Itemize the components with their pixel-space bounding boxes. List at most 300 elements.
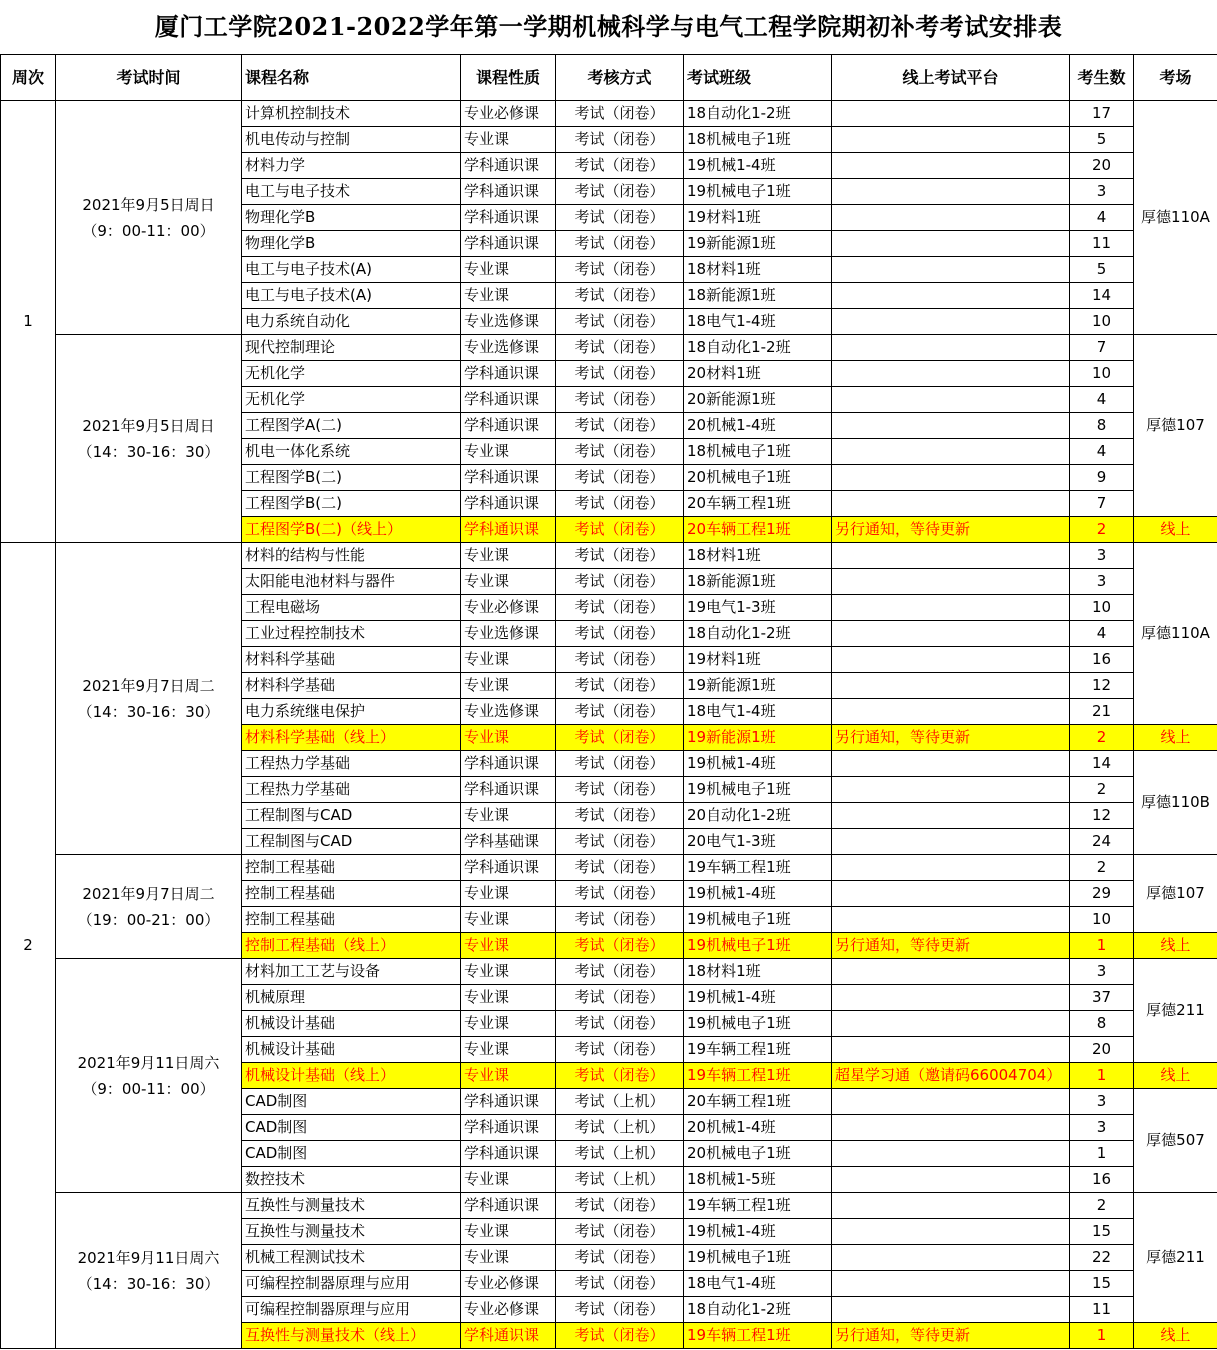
exam-class-cell: 18电气1-4班 [684, 699, 832, 725]
course-nature-cell: 专业课 [461, 1219, 556, 1245]
course-nature-cell: 学科通识课 [461, 517, 556, 543]
course-nature-cell: 学科通识课 [461, 491, 556, 517]
exam-class-cell: 19新能源1班 [684, 231, 832, 257]
course-nature-cell: 专业课 [461, 959, 556, 985]
exam-class-cell: 18材料1班 [684, 959, 832, 985]
course-nature-cell: 学科通识课 [461, 751, 556, 777]
exam-room-cell: 厚德507 [1134, 1089, 1217, 1193]
exam-room-cell: 线上 [1134, 517, 1217, 543]
course-nature-cell: 专业必修课 [461, 101, 556, 127]
student-count-cell: 1 [1070, 1063, 1134, 1089]
student-count-cell: 10 [1070, 907, 1134, 933]
online-platform-cell [832, 803, 1070, 829]
exam-class-cell: 19机械1-4班 [684, 881, 832, 907]
assessment-method-cell: 考试（闭卷） [556, 335, 684, 361]
course-name-cell: 互换性与测量技术（线上） [242, 1323, 461, 1349]
student-count-cell: 12 [1070, 673, 1134, 699]
exam-class-cell: 18机械电子1班 [684, 439, 832, 465]
exam-class-cell: 20机械1-4班 [684, 1115, 832, 1141]
exam-class-cell: 19机械电子1班 [684, 777, 832, 803]
course-name-cell: 物理化学B [242, 231, 461, 257]
exam-class-cell: 19新能源1班 [684, 725, 832, 751]
assessment-method-cell: 考试（闭卷） [556, 803, 684, 829]
exam-schedule-table [0, 54, 1217, 1349]
assessment-method-cell: 考试（闭卷） [556, 699, 684, 725]
exam-class-cell: 18自动化1-2班 [684, 621, 832, 647]
course-nature-cell: 学科通识课 [461, 231, 556, 257]
exam-class-cell: 20新能源1班 [684, 387, 832, 413]
online-platform-cell [832, 1271, 1070, 1297]
exam-class-cell: 18新能源1班 [684, 569, 832, 595]
course-name-cell: 电工与电子技术 [242, 179, 461, 205]
assessment-method-cell: 考试（闭卷） [556, 439, 684, 465]
course-name-cell: 互换性与测量技术 [242, 1193, 461, 1219]
online-platform-cell [832, 387, 1070, 413]
student-count-cell: 15 [1070, 1271, 1134, 1297]
course-name-cell: 工程图学B(二)（线上） [242, 517, 461, 543]
header-exam-time: 考试时间 [56, 55, 242, 101]
student-count-cell: 4 [1070, 439, 1134, 465]
exam-class-cell: 19车辆工程1班 [684, 1037, 832, 1063]
course-nature-cell: 学科通识课 [461, 153, 556, 179]
course-nature-cell: 专业课 [461, 907, 556, 933]
student-count-cell: 20 [1070, 153, 1134, 179]
course-nature-cell: 学科通识课 [461, 1323, 556, 1349]
assessment-method-cell: 考试（闭卷） [556, 1271, 684, 1297]
course-nature-cell: 学科基础课 [461, 829, 556, 855]
header-student-count: 考生数 [1070, 55, 1134, 101]
course-name-cell: 机械设计基础（线上） [242, 1063, 461, 1089]
exam-room-cell: 厚德107 [1134, 855, 1217, 933]
header-row [1, 55, 1217, 101]
exam-room-cell: 厚德110A [1134, 101, 1217, 335]
online-platform-cell [832, 569, 1070, 595]
header-exam-room: 考场 [1134, 55, 1217, 101]
online-platform-cell [832, 777, 1070, 803]
exam-class-cell: 19机械电子1班 [684, 1011, 832, 1037]
course-name-cell: CAD制图 [242, 1115, 461, 1141]
student-count-cell: 16 [1070, 647, 1134, 673]
online-platform-cell [832, 127, 1070, 153]
course-name-cell: 材料科学基础 [242, 673, 461, 699]
assessment-method-cell: 考试（闭卷） [556, 517, 684, 543]
exam-date: 2021年9月7日周二 [82, 676, 215, 695]
course-name-cell: 控制工程基础（线上） [242, 933, 461, 959]
header-week: 周次 [1, 55, 56, 101]
assessment-method-cell: 考试（闭卷） [556, 647, 684, 673]
assessment-method-cell: 考试（上机） [556, 1167, 684, 1193]
student-count-cell: 5 [1070, 257, 1134, 283]
exam-class-cell: 19机械电子1班 [684, 907, 832, 933]
course-name-cell: 电力系统自动化 [242, 309, 461, 335]
student-count-cell: 10 [1070, 361, 1134, 387]
assessment-method-cell: 考试（闭卷） [556, 907, 684, 933]
student-count-cell: 14 [1070, 283, 1134, 309]
student-count-cell: 2 [1070, 777, 1134, 803]
exam-room-cell: 线上 [1134, 1063, 1217, 1089]
online-platform-cell [832, 1141, 1070, 1167]
course-name-cell: 现代控制理论 [242, 335, 461, 361]
course-nature-cell: 专业课 [461, 725, 556, 751]
course-nature-cell: 学科通识课 [461, 777, 556, 803]
exam-class-cell: 19机械1-4班 [684, 751, 832, 777]
course-nature-cell: 专业必修课 [461, 595, 556, 621]
course-nature-cell: 学科通识课 [461, 361, 556, 387]
exam-time-cell [56, 543, 242, 855]
online-platform-cell [832, 491, 1070, 517]
online-platform-cell [832, 1115, 1070, 1141]
online-platform-cell [832, 829, 1070, 855]
course-nature-cell: 专业必修课 [461, 1297, 556, 1323]
exam-class-cell: 19车辆工程1班 [684, 855, 832, 881]
exam-class-cell: 19材料1班 [684, 205, 832, 231]
table-row [1, 335, 1217, 361]
course-name-cell: 工程图学B(二) [242, 491, 461, 517]
student-count-cell: 3 [1070, 179, 1134, 205]
online-platform-cell [832, 1245, 1070, 1271]
student-count-cell: 9 [1070, 465, 1134, 491]
assessment-method-cell: 考试（闭卷） [556, 257, 684, 283]
assessment-method-cell: 考试（闭卷） [556, 959, 684, 985]
exam-room-cell: 线上 [1134, 725, 1217, 751]
course-nature-cell: 专业课 [461, 933, 556, 959]
assessment-method-cell: 考试（闭卷） [556, 205, 684, 231]
online-platform-cell [832, 257, 1070, 283]
exam-class-cell: 20机械电子1班 [684, 465, 832, 491]
online-platform-cell [832, 907, 1070, 933]
exam-room-cell: 线上 [1134, 933, 1217, 959]
assessment-method-cell: 考试（上机） [556, 1115, 684, 1141]
course-nature-cell: 专业选修课 [461, 699, 556, 725]
online-platform-cell [832, 881, 1070, 907]
student-count-cell: 15 [1070, 1219, 1134, 1245]
online-platform-cell [832, 439, 1070, 465]
online-platform-cell [832, 153, 1070, 179]
assessment-method-cell: 考试（上机） [556, 1089, 684, 1115]
assessment-method-cell: 考试（闭卷） [556, 777, 684, 803]
course-name-cell: 可编程控制器原理与应用 [242, 1271, 461, 1297]
exam-class-cell: 18自动化1-2班 [684, 335, 832, 361]
online-platform-cell [832, 1193, 1070, 1219]
exam-class-cell: 20车辆工程1班 [684, 517, 832, 543]
online-platform-cell [832, 1011, 1070, 1037]
student-count-cell: 7 [1070, 335, 1134, 361]
course-name-cell: 控制工程基础 [242, 907, 461, 933]
assessment-method-cell: 考试（闭卷） [556, 309, 684, 335]
student-count-cell: 20 [1070, 1037, 1134, 1063]
exam-date: 2021年9月5日周日 [82, 416, 215, 435]
header-assessment-method: 考核方式 [556, 55, 684, 101]
student-count-cell: 8 [1070, 1011, 1134, 1037]
exam-class-cell: 20机械电子1班 [684, 1141, 832, 1167]
exam-class-cell: 18自动化1-2班 [684, 1297, 832, 1323]
course-nature-cell: 学科通识课 [461, 855, 556, 881]
exam-class-cell: 19电气1-3班 [684, 595, 832, 621]
table-row [1, 855, 1217, 881]
week-cell: 2 [1, 543, 56, 1349]
course-name-cell: 控制工程基础 [242, 881, 461, 907]
online-platform-cell [832, 699, 1070, 725]
course-name-cell: 工业过程控制技术 [242, 621, 461, 647]
exam-class-cell: 19车辆工程1班 [684, 1193, 832, 1219]
course-name-cell: 材料力学 [242, 153, 461, 179]
student-count-cell: 7 [1070, 491, 1134, 517]
course-name-cell: 材料科学基础 [242, 647, 461, 673]
assessment-method-cell: 考试（闭卷） [556, 387, 684, 413]
course-nature-cell: 学科通识课 [461, 387, 556, 413]
exam-class-cell: 19车辆工程1班 [684, 1323, 832, 1349]
exam-time-range: （9：00-11：00） [82, 221, 215, 240]
exam-time-range: （14：30-16：30） [77, 442, 220, 461]
assessment-method-cell: 考试（闭卷） [556, 101, 684, 127]
assessment-method-cell: 考试（闭卷） [556, 491, 684, 517]
exam-class-cell: 19机械1-4班 [684, 153, 832, 179]
student-count-cell: 11 [1070, 1297, 1134, 1323]
student-count-cell: 2 [1070, 517, 1134, 543]
assessment-method-cell: 考试（闭卷） [556, 985, 684, 1011]
exam-class-cell: 19机械电子1班 [684, 1245, 832, 1271]
exam-room-cell: 厚德211 [1134, 959, 1217, 1063]
online-platform-cell [832, 413, 1070, 439]
exam-class-cell: 20自动化1-2班 [684, 803, 832, 829]
student-count-cell: 3 [1070, 543, 1134, 569]
student-count-cell: 3 [1070, 1115, 1134, 1141]
assessment-method-cell: 考试（闭卷） [556, 621, 684, 647]
student-count-cell: 14 [1070, 751, 1134, 777]
course-nature-cell: 专业选修课 [461, 621, 556, 647]
course-nature-cell: 专业选修课 [461, 335, 556, 361]
exam-time-range: （14：30-16：30） [77, 702, 220, 721]
course-name-cell: 互换性与测量技术 [242, 1219, 461, 1245]
exam-time-cell [56, 1193, 242, 1349]
course-nature-cell: 学科通识课 [461, 1193, 556, 1219]
assessment-method-cell: 考试（闭卷） [556, 361, 684, 387]
course-nature-cell: 学科通识课 [461, 465, 556, 491]
assessment-method-cell: 考试（闭卷） [556, 881, 684, 907]
course-nature-cell: 专业课 [461, 257, 556, 283]
student-count-cell: 3 [1070, 1089, 1134, 1115]
exam-class-cell: 18材料1班 [684, 257, 832, 283]
online-platform-cell: 另行通知，等待更新 [832, 1323, 1070, 1349]
course-name-cell: 材料的结构与性能 [242, 543, 461, 569]
exam-class-cell: 18电气1-4班 [684, 1271, 832, 1297]
exam-room-cell: 厚德107 [1134, 335, 1217, 517]
assessment-method-cell: 考试（闭卷） [556, 751, 684, 777]
exam-date: 2021年9月11日周六 [77, 1248, 220, 1267]
assessment-method-cell: 考试（闭卷） [556, 829, 684, 855]
online-platform-cell [832, 1089, 1070, 1115]
course-nature-cell: 学科通识课 [461, 413, 556, 439]
course-nature-cell: 专业课 [461, 1063, 556, 1089]
course-nature-cell: 专业课 [461, 283, 556, 309]
student-count-cell: 1 [1070, 933, 1134, 959]
online-platform-cell: 另行通知，等待更新 [832, 517, 1070, 543]
course-name-cell: 控制工程基础 [242, 855, 461, 881]
exam-time-range: （14：30-16：30） [77, 1274, 220, 1293]
online-platform-cell [832, 1037, 1070, 1063]
student-count-cell: 1 [1070, 1141, 1134, 1167]
online-platform-cell [832, 335, 1070, 361]
header-exam-class: 考试班级 [684, 55, 832, 101]
student-count-cell: 2 [1070, 1193, 1134, 1219]
course-name-cell: 计算机控制技术 [242, 101, 461, 127]
table-body [1, 101, 1217, 1349]
student-count-cell: 5 [1070, 127, 1134, 153]
assessment-method-cell: 考试（闭卷） [556, 725, 684, 751]
student-count-cell: 8 [1070, 413, 1134, 439]
assessment-method-cell: 考试（闭卷） [556, 855, 684, 881]
assessment-method-cell: 考试（闭卷） [556, 933, 684, 959]
online-platform-cell [832, 621, 1070, 647]
course-name-cell: 工程制图与CAD [242, 829, 461, 855]
course-nature-cell: 学科通识课 [461, 1115, 556, 1141]
exam-time-cell [56, 101, 242, 335]
online-platform-cell [832, 1167, 1070, 1193]
exam-class-cell: 19机械1-4班 [684, 1219, 832, 1245]
assessment-method-cell: 考试（闭卷） [556, 1063, 684, 1089]
assessment-method-cell: 考试（闭卷） [556, 543, 684, 569]
course-name-cell: 工程图学A(二) [242, 413, 461, 439]
student-count-cell: 10 [1070, 595, 1134, 621]
exam-class-cell: 19车辆工程1班 [684, 1063, 832, 1089]
header-course-nature: 课程性质 [461, 55, 556, 101]
assessment-method-cell: 考试（闭卷） [556, 1297, 684, 1323]
online-platform-cell [832, 647, 1070, 673]
exam-time-cell [56, 335, 242, 543]
student-count-cell: 37 [1070, 985, 1134, 1011]
course-name-cell: CAD制图 [242, 1089, 461, 1115]
assessment-method-cell: 考试（闭卷） [556, 1037, 684, 1063]
online-platform-cell [832, 1297, 1070, 1323]
table-row [1, 1193, 1217, 1219]
course-name-cell: 电力系统继电保护 [242, 699, 461, 725]
course-nature-cell: 专业课 [461, 1245, 556, 1271]
assessment-method-cell: 考试（闭卷） [556, 1245, 684, 1271]
student-count-cell: 2 [1070, 725, 1134, 751]
assessment-method-cell: 考试（闭卷） [556, 283, 684, 309]
online-platform-cell [832, 855, 1070, 881]
course-nature-cell: 专业课 [461, 439, 556, 465]
student-count-cell: 16 [1070, 1167, 1134, 1193]
student-count-cell: 22 [1070, 1245, 1134, 1271]
course-nature-cell: 专业课 [461, 543, 556, 569]
exam-room-cell: 厚德110B [1134, 751, 1217, 855]
exam-class-cell: 20材料1班 [684, 361, 832, 387]
assessment-method-cell: 考试（闭卷） [556, 1323, 684, 1349]
online-platform-cell [832, 543, 1070, 569]
online-platform-cell [832, 959, 1070, 985]
online-platform-cell [832, 751, 1070, 777]
course-nature-cell: 专业课 [461, 881, 556, 907]
assessment-method-cell: 考试（上机） [556, 1141, 684, 1167]
exam-class-cell: 20机械1-4班 [684, 413, 832, 439]
assessment-method-cell: 考试（闭卷） [556, 673, 684, 699]
student-count-cell: 12 [1070, 803, 1134, 829]
assessment-method-cell: 考试（闭卷） [556, 1193, 684, 1219]
assessment-method-cell: 考试（闭卷） [556, 465, 684, 491]
course-name-cell: 数控技术 [242, 1167, 461, 1193]
header-course-name: 课程名称 [242, 55, 461, 101]
student-count-cell: 11 [1070, 231, 1134, 257]
course-name-cell: 工程热力学基础 [242, 777, 461, 803]
exam-date: 2021年9月5日周日 [82, 195, 215, 214]
course-name-cell: 机电传动与控制 [242, 127, 461, 153]
exam-class-cell: 18电气1-4班 [684, 309, 832, 335]
course-name-cell: 电工与电子技术(A) [242, 283, 461, 309]
assessment-method-cell: 考试（闭卷） [556, 153, 684, 179]
student-count-cell: 3 [1070, 569, 1134, 595]
course-nature-cell: 学科通识课 [461, 179, 556, 205]
exam-class-cell: 20电气1-3班 [684, 829, 832, 855]
student-count-cell: 10 [1070, 309, 1134, 335]
course-name-cell: 工程图学B(二) [242, 465, 461, 491]
course-name-cell: 无机化学 [242, 387, 461, 413]
table-row [1, 101, 1217, 127]
student-count-cell: 21 [1070, 699, 1134, 725]
online-platform-cell [832, 465, 1070, 491]
online-platform-cell [832, 309, 1070, 335]
student-count-cell: 4 [1070, 621, 1134, 647]
student-count-cell: 24 [1070, 829, 1134, 855]
online-platform-cell [832, 985, 1070, 1011]
online-platform-cell: 另行通知，等待更新 [832, 933, 1070, 959]
online-platform-cell [832, 673, 1070, 699]
assessment-method-cell: 考试（闭卷） [556, 179, 684, 205]
course-name-cell: 工程制图与CAD [242, 803, 461, 829]
course-name-cell: 机械设计基础 [242, 1011, 461, 1037]
student-count-cell: 1 [1070, 1323, 1134, 1349]
course-name-cell: CAD制图 [242, 1141, 461, 1167]
course-name-cell: 机械原理 [242, 985, 461, 1011]
student-count-cell: 29 [1070, 881, 1134, 907]
exam-class-cell: 18新能源1班 [684, 283, 832, 309]
course-nature-cell: 专业课 [461, 803, 556, 829]
exam-time-range: （19：00-21：00） [77, 910, 220, 929]
course-nature-cell: 专业选修课 [461, 309, 556, 335]
student-count-cell: 4 [1070, 387, 1134, 413]
online-platform-cell [832, 595, 1070, 621]
student-count-cell: 2 [1070, 855, 1134, 881]
online-platform-cell [832, 1219, 1070, 1245]
course-nature-cell: 专业课 [461, 673, 556, 699]
exam-room-cell: 线上 [1134, 1323, 1217, 1349]
course-nature-cell: 专业课 [461, 1037, 556, 1063]
exam-class-cell: 19机械电子1班 [684, 933, 832, 959]
exam-date: 2021年9月11日周六 [77, 1053, 220, 1072]
assessment-method-cell: 考试（闭卷） [556, 231, 684, 257]
assessment-method-cell: 考试（闭卷） [556, 413, 684, 439]
course-nature-cell: 学科通识课 [461, 1141, 556, 1167]
course-nature-cell: 专业课 [461, 1167, 556, 1193]
online-platform-cell: 另行通知，等待更新 [832, 725, 1070, 751]
course-name-cell: 可编程控制器原理与应用 [242, 1297, 461, 1323]
course-name-cell: 无机化学 [242, 361, 461, 387]
online-platform-cell [832, 231, 1070, 257]
course-name-cell: 材料科学基础（线上） [242, 725, 461, 751]
exam-room-cell: 厚德211 [1134, 1193, 1217, 1323]
student-count-cell: 17 [1070, 101, 1134, 127]
course-name-cell: 材料加工工艺与设备 [242, 959, 461, 985]
student-count-cell: 3 [1070, 959, 1134, 985]
online-platform-cell: 超星学习通（邀请码66004704） [832, 1063, 1070, 1089]
exam-class-cell: 18机械1-5班 [684, 1167, 832, 1193]
course-name-cell: 物理化学B [242, 205, 461, 231]
exam-date: 2021年9月7日周二 [82, 884, 215, 903]
online-platform-cell [832, 101, 1070, 127]
course-nature-cell: 专业课 [461, 569, 556, 595]
course-name-cell: 机械工程测试技术 [242, 1245, 461, 1271]
exam-class-cell: 19机械1-4班 [684, 985, 832, 1011]
